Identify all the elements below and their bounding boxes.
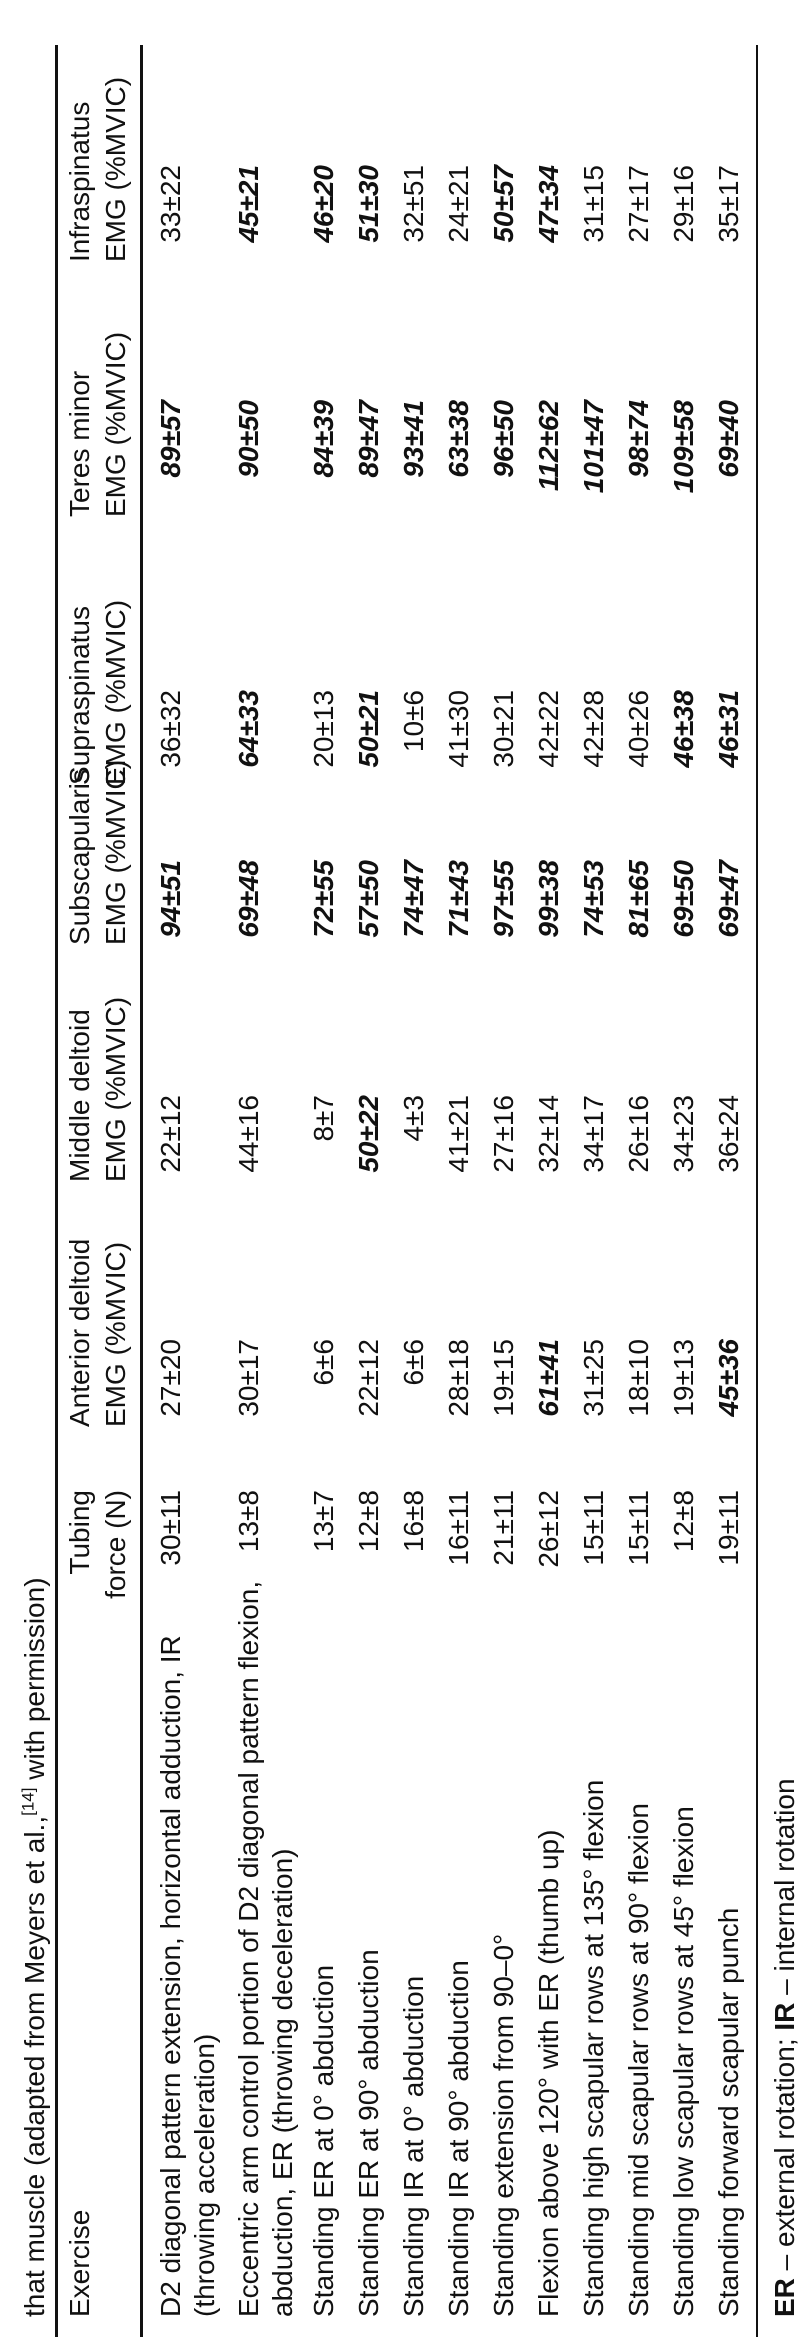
cell-infraspinatus: 47±34 xyxy=(533,165,564,243)
cell-anterior-deltoid: 22±12 xyxy=(353,1339,384,1417)
header-tubing-force xyxy=(62,1490,134,1620)
cell-middle-deltoid: 44±16 xyxy=(233,1095,264,1173)
abbr-er-def: – external rotation; xyxy=(769,2030,800,2279)
caption-text: that muscle (adapted from Meyers et al., xyxy=(19,1815,50,2317)
cell-anterior-deltoid: 31±25 xyxy=(578,1339,609,1417)
table-header-rule xyxy=(140,45,143,2337)
exercise-name: Standing extension from 90–0° xyxy=(488,1933,519,2317)
cell-supraspinatus: 46±38 xyxy=(668,690,699,768)
abbr-ir: IR xyxy=(769,2002,800,2031)
cell-supraspinatus: 42±22 xyxy=(533,690,564,768)
cell-teres-minor: 89±47 xyxy=(353,400,384,478)
cell-supraspinatus: 64±33 xyxy=(233,690,264,768)
exercise-name: Flexion above 120° with ER (thumb up) xyxy=(533,1829,564,2317)
cell-subscapularis: 94±51 xyxy=(155,860,186,938)
cell-supraspinatus: 50±21 xyxy=(353,690,384,768)
cell-supraspinatus: 10±6 xyxy=(398,690,429,753)
cell-subscapularis: 57±50 xyxy=(353,860,384,938)
cell-teres-minor: 96±50 xyxy=(488,400,519,478)
cell-tubing-force: 16±11 xyxy=(443,1490,474,1566)
exercise-name: Standing ER at 0° abduction xyxy=(308,1964,339,2317)
abbr-er: ER xyxy=(769,2278,800,2317)
header-exercise: Exercise xyxy=(64,2209,95,2317)
exercise-name: Standing IR at 90° abduction xyxy=(443,1960,474,2317)
cell-anterior-deltoid: 27±20 xyxy=(155,1339,186,1417)
cell-anterior-deltoid: 18±10 xyxy=(623,1339,654,1417)
cell-subscapularis: 69±48 xyxy=(233,860,264,938)
cell-tubing-force: 19±11 xyxy=(713,1490,744,1566)
cell-subscapularis: 69±47 xyxy=(713,860,744,938)
header-line2: force (N) xyxy=(100,1490,131,1599)
cell-infraspinatus: 33±22 xyxy=(155,165,186,243)
cell-teres-minor: 93±41 xyxy=(398,400,429,478)
cell-middle-deltoid: 8±7 xyxy=(308,1095,339,1142)
cell-tubing-force: 13±8 xyxy=(233,1490,264,1553)
cell-supraspinatus: 36±32 xyxy=(155,690,186,768)
abbr-ir-def: – internal rotation xyxy=(769,1778,800,2003)
header-line1: Infraspinatus xyxy=(64,101,95,262)
cell-teres-minor: 84±39 xyxy=(308,400,339,478)
cell-anterior-deltoid: 6±6 xyxy=(398,1339,429,1386)
cell-middle-deltoid: 34±17 xyxy=(578,1095,609,1173)
cell-supraspinatus: 41±30 xyxy=(443,690,474,768)
cell-tubing-force: 13±7 xyxy=(308,1490,339,1553)
cell-anterior-deltoid: 19±13 xyxy=(668,1339,699,1417)
cell-teres-minor: 112±62 xyxy=(533,400,564,492)
cell-anterior-deltoid: 19±15 xyxy=(488,1339,519,1417)
table-footnote xyxy=(768,1778,802,2317)
exercise-name: Standing high scapular rows at 135° flexion xyxy=(578,1779,609,2317)
cell-middle-deltoid: 22±12 xyxy=(155,1095,186,1173)
table-bottom-rule xyxy=(756,45,758,2337)
cell-subscapularis: 97±55 xyxy=(488,860,519,938)
header-line1: Anterior deltoid xyxy=(64,1238,95,1427)
header-middle-deltoid xyxy=(62,997,134,1182)
cell-anterior-deltoid: 28±18 xyxy=(443,1339,474,1417)
cell-infraspinatus: 51±30 xyxy=(353,165,384,243)
cell-teres-minor: 89±57 xyxy=(155,400,186,478)
cell-middle-deltoid: 41±21 xyxy=(443,1095,474,1173)
header-line2: EMG (%MVIC) xyxy=(100,996,131,1182)
cell-infraspinatus: 27±17 xyxy=(623,165,654,243)
cell-middle-deltoid: 34±23 xyxy=(668,1095,699,1173)
cell-subscapularis: 81±65 xyxy=(623,860,654,938)
cell-teres-minor: 90±50 xyxy=(233,400,264,478)
header-line1: Middle deltoid xyxy=(64,1009,95,1182)
cell-infraspinatus: 35±17 xyxy=(713,165,744,243)
cell-anterior-deltoid: 6±6 xyxy=(308,1339,339,1386)
cell-supraspinatus: 46±31 xyxy=(713,690,744,768)
cell-tubing-force: 26±12 xyxy=(533,1490,564,1568)
cell-anterior-deltoid: 45±36 xyxy=(713,1339,744,1417)
cell-middle-deltoid: 27±16 xyxy=(488,1095,519,1173)
cell-anterior-deltoid: 61±41 xyxy=(533,1339,564,1417)
cell-subscapularis: 72±55 xyxy=(308,860,339,938)
cell-supraspinatus: 40±26 xyxy=(623,690,654,768)
header-line2: EMG (%MVIC) xyxy=(100,599,131,785)
cell-middle-deltoid: 4±3 xyxy=(398,1095,429,1142)
cell-supraspinatus: 30±21 xyxy=(488,690,519,768)
cell-teres-minor: 69±40 xyxy=(713,400,744,478)
cell-supraspinatus: 42±28 xyxy=(578,690,609,768)
cell-teres-minor: 101±47 xyxy=(578,400,609,494)
caption-text-end: with permission) xyxy=(19,1577,50,1788)
header-anterior-deltoid xyxy=(62,1239,134,1427)
cell-tubing-force: 12±8 xyxy=(353,1490,384,1553)
cell-infraspinatus: 46±20 xyxy=(308,165,339,243)
exercise-name: D2 diagonal pattern extension, horizontal adduction, IR (throwing acceleration) xyxy=(155,1635,220,2317)
cell-subscapularis: 71±43 xyxy=(443,860,474,938)
header-line2: EMG (%MVIC) xyxy=(100,76,131,262)
header-infraspinatus xyxy=(62,77,134,262)
cell-infraspinatus: 32±51 xyxy=(398,165,429,243)
header-teres-minor xyxy=(62,332,134,517)
header-supraspinatus xyxy=(62,600,134,785)
cell-middle-deltoid: 26±16 xyxy=(623,1095,654,1173)
cell-infraspinatus: 29±16 xyxy=(668,165,699,243)
cell-teres-minor: 98±74 xyxy=(623,400,654,478)
header-line1: Tubing xyxy=(64,1490,95,1575)
cell-tubing-force: 30±11 xyxy=(155,1490,186,1566)
exercise-name: Standing low scapular rows at 45° flexion xyxy=(668,1806,699,2317)
cell-tubing-force: 15±11 xyxy=(623,1490,654,1566)
cell-infraspinatus: 31±15 xyxy=(578,165,609,243)
table-top-rule xyxy=(55,45,58,2337)
exercise-name: Eccentric arm control portion of D2 diagonal pattern flexion, abduction, ER (throwing deceleration) xyxy=(233,1580,298,2317)
cell-subscapularis: 74±47 xyxy=(398,860,429,938)
cell-subscapularis: 74±53 xyxy=(578,860,609,938)
cell-teres-minor: 109±58 xyxy=(668,400,699,494)
cell-middle-deltoid: 32±14 xyxy=(533,1095,564,1173)
header-line2: EMG (%MVIC) xyxy=(100,331,131,517)
exercise-name: Standing mid scapular rows at 90° flexion xyxy=(623,1803,654,2317)
header-subscapularis xyxy=(62,760,134,945)
cell-subscapularis: 69±50 xyxy=(668,860,699,938)
cell-tubing-force: 16±8 xyxy=(398,1490,429,1553)
exercise-name: Standing ER at 90° abduction xyxy=(353,1949,384,2317)
cell-infraspinatus: 50±57 xyxy=(488,165,519,243)
header-line1: Teres minor xyxy=(64,370,95,517)
cell-subscapularis: 99±38 xyxy=(533,860,564,938)
header-line2: EMG (%MVIC) xyxy=(100,759,131,945)
cell-tubing-force: 12±8 xyxy=(668,1490,699,1553)
header-line2: EMG (%MVIC) xyxy=(100,1241,131,1427)
exercise-name: Standing IR at 0° abduction xyxy=(398,1975,429,2317)
cell-infraspinatus: 24±21 xyxy=(443,165,474,243)
citation-reference: [14] xyxy=(18,1787,38,1816)
cell-anterior-deltoid: 30±17 xyxy=(233,1339,264,1417)
cell-middle-deltoid: 36±24 xyxy=(713,1095,744,1173)
table-caption xyxy=(18,1577,52,2317)
cell-tubing-force: 15±11 xyxy=(578,1490,609,1566)
cell-tubing-force: 21±11 xyxy=(488,1490,519,1566)
header-line1: Supraspinatus xyxy=(64,605,95,785)
cell-supraspinatus: 20±13 xyxy=(308,690,339,768)
cell-infraspinatus: 45±21 xyxy=(233,165,264,243)
cell-middle-deltoid: 50±22 xyxy=(353,1095,384,1173)
cell-teres-minor: 63±38 xyxy=(443,400,474,478)
exercise-name: Standing forward scapular punch xyxy=(713,1907,744,2317)
header-line1: Subscapularis xyxy=(64,769,95,945)
